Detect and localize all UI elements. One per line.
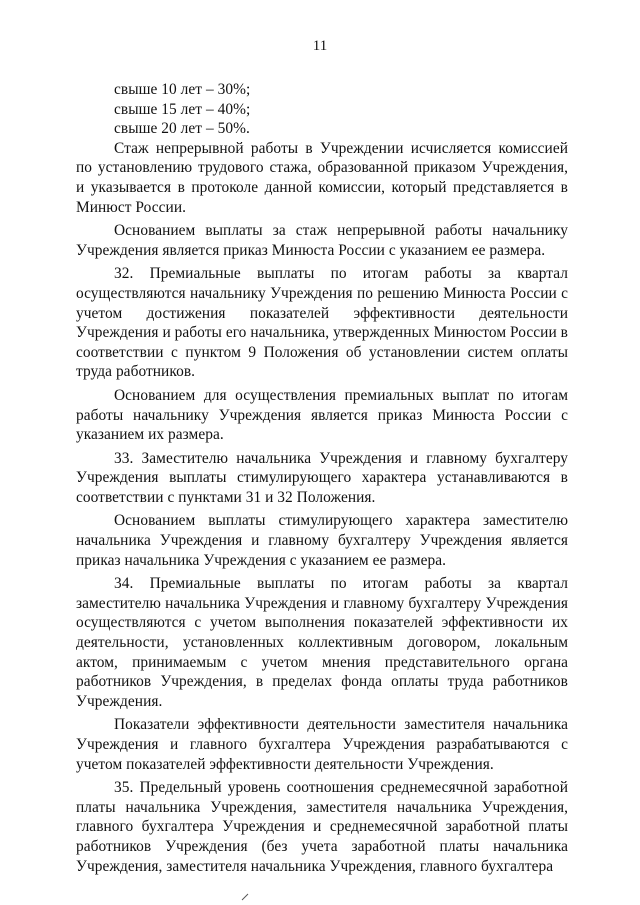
paragraph-item-32: 32. Премиальные выплаты по итогам работы за квартал осуществляются начальнику Учреждения по решению Минюста России с учетом достижения показателей эффективности деятельности Учреждения и работы его начальника, утвержденных Минюстом России в соответствии с пунктом 9 Положения об установлении систем оплаты труда работников. (76, 265, 568, 381)
scan-mark (240, 893, 250, 901)
bonus-line-15-years: свыше 15 лет – 40%; (114, 100, 251, 118)
paragraph-item-33: 33. Заместителю начальника Учреждения и главному бухгалтеру Учреждения выплаты стимулирующего характера устанавливаются в соответствии с пунктами 31 и 32 Положения. (76, 449, 568, 506)
paragraph-item-32-basis: Основанием для осуществления премиальных выплат по итогам работы начальнику Учреждения является приказ Минюста России с указанием их размера. (76, 386, 568, 444)
page-number: 11 (312, 38, 328, 54)
bonus-line-10-years: свыше 10 лет – 30%; (114, 81, 251, 98)
paragraph-stazh-calculation: Стаж непрерывной работы в Учреждении исчисляется комиссией по установлению трудового стажа, образованной приказом Учреждения, и указывается в протоколе данной комиссии, который представляется в Минюст России. (76, 139, 568, 216)
paragraph-item-33-basis: Основанием выплаты стимулирующего характера заместителю начальника Учреждения и главному бухгалтеру Учреждения является приказ начальника Учреждения с указанием ее размера. (76, 512, 568, 569)
bonus-line-20-years: свыше 20 лет – 50%. (114, 120, 250, 138)
paragraph-item-34: 34. Премиальные выплаты по итогам работы за квартал заместителю начальника Учреждения и главному бухгалтеру Учреждения осуществляются с учетом выполнения показателей эффективности их деятельности, установленных коллективным договором, локальным актом, принимаемым с учетом мнения представительного органа работников Учреждения, в пределах фонда оплаты труда работников Учреждения. (76, 575, 568, 710)
paragraph-item-34-indicators: Показатели эффективности деятельности заместителя начальника Учреждения и главного бухгалтера Учреждения разрабатываются с учетом показателей эффективности деятельности Учреждения. (76, 716, 568, 773)
paragraph-item-35: 35. Предельный уровень соотношения среднемесячной заработной платы начальника Учреждения, заместителя начальника Учреждения, главного бухгалтера Учреждения и среднемесячной заработной платы работников Учреждения (без учета заработной платы начальника Учреждения, заместителя начальника Учреждения, главного бухгалтера (76, 779, 568, 875)
document-body (76, 80, 568, 876)
paragraph-stazh-basis: Основанием выплаты за стаж непрерывной работы начальнику Учреждения является приказ Минюста России с указанием ее размера. (76, 222, 568, 259)
